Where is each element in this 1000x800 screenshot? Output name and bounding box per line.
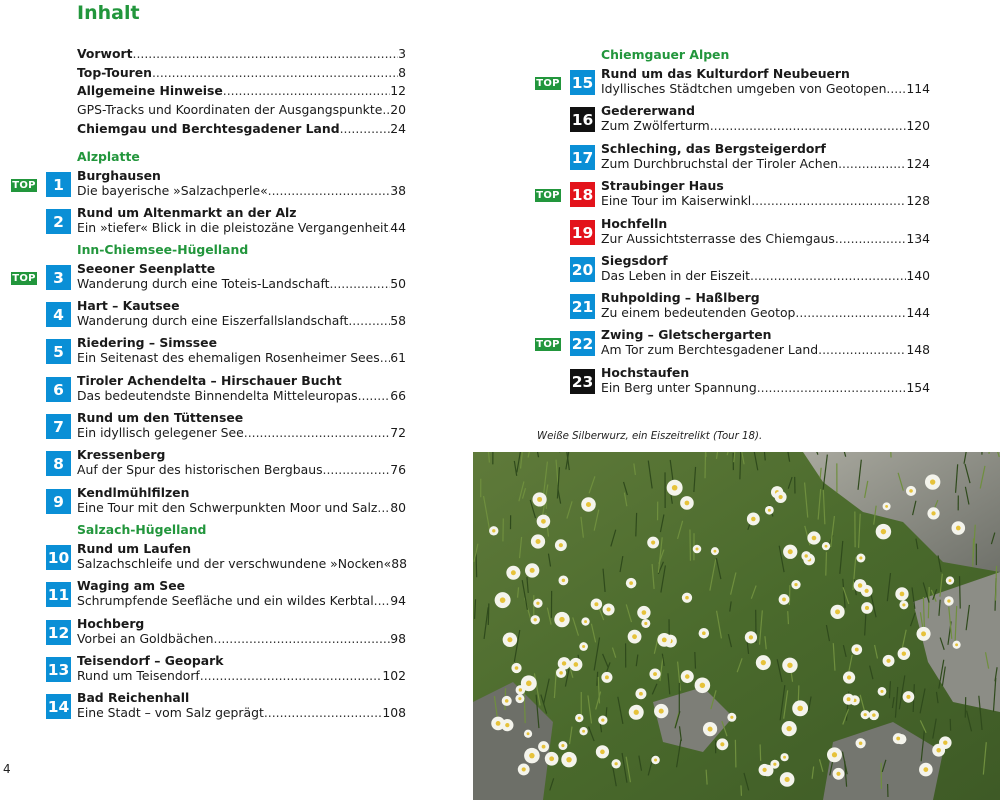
section-heading-alzplatte: Alzplatte xyxy=(77,149,140,164)
tour-title: Rund um den Tüttensee xyxy=(77,410,244,425)
tour-page: 66 xyxy=(390,388,406,403)
tour-number-badge: 21 xyxy=(570,294,595,319)
tour-page: 72 xyxy=(390,425,406,440)
tour-subtitle: Zu einem bedeutenden Geotop xyxy=(601,305,796,320)
tour-title: Tiroler Achendelta – Hirschauer Bucht xyxy=(77,373,342,388)
tour-number-badge: 5 xyxy=(46,339,71,364)
toc-entry-chiemgau[interactable] xyxy=(77,120,406,138)
tour-page: 102 xyxy=(382,668,406,683)
tour-subtitle: Rund um Teisendorf xyxy=(77,668,200,683)
tour-number-badge: 18 xyxy=(570,182,595,207)
tour-entry-14[interactable] xyxy=(46,690,406,727)
tour-subtitle-line xyxy=(77,556,406,572)
toc-entry-title: GPS-Tracks und Koordinaten der Ausgangspunkte xyxy=(77,102,383,117)
tour-subtitle-line xyxy=(601,380,930,396)
tour-subtitle-line xyxy=(77,220,406,236)
tour-page: 98 xyxy=(390,631,406,646)
flower-photo-illustration xyxy=(473,452,1000,800)
toc-entry-top-touren[interactable] xyxy=(77,64,406,82)
tour-subtitle-line xyxy=(601,156,930,172)
photo-caption: Weiße Silberwurz, ein Eiszeitrelikt (Tour 18). xyxy=(537,431,763,442)
tour-number-badge: 15 xyxy=(570,70,595,95)
tour-title: Bad Reichenhall xyxy=(77,690,190,705)
section-heading-salzach: Salzach-Hügelland xyxy=(77,522,207,537)
tour-entry-13[interactable] xyxy=(46,653,406,690)
tour-page: 144 xyxy=(906,305,930,320)
tour-subtitle: Idyllisches Städtchen umgeben von Geotopen xyxy=(601,81,887,96)
tour-subtitle-line xyxy=(77,705,406,721)
tour-subtitle-line xyxy=(77,631,406,647)
tour-number-badge: 19 xyxy=(570,220,595,245)
tour-title: Siegsdorf xyxy=(601,253,668,268)
tour-number-badge: 23 xyxy=(570,369,595,394)
tour-subtitle-line xyxy=(77,313,406,329)
tour-subtitle-line xyxy=(77,276,406,292)
tour-subtitle: Ein Berg unter Spannung xyxy=(601,380,757,395)
page-number: 4 xyxy=(3,762,11,776)
tour-number-badge: 20 xyxy=(570,257,595,282)
top-badge: TOP xyxy=(12,180,36,191)
tour-entry-6[interactable] xyxy=(46,373,406,410)
photo-silberwurz xyxy=(473,452,1000,800)
tour-title: Rund um das Kulturdorf Neubeuern xyxy=(601,66,850,81)
tour-number-badge: 4 xyxy=(46,302,71,327)
tour-entry-18[interactable] xyxy=(536,178,930,215)
tour-subtitle: Vorbei an Goldbächen xyxy=(77,631,214,646)
top-badge: TOP xyxy=(12,273,36,284)
tour-entry-10[interactable] xyxy=(46,541,407,578)
tour-title: Zwing – Gletschergarten xyxy=(601,327,772,342)
tour-entry-3[interactable] xyxy=(12,261,406,298)
tour-number-badge: 13 xyxy=(46,657,71,682)
tour-number-badge: 8 xyxy=(46,451,71,476)
tour-page: 61 xyxy=(390,350,406,365)
tour-subtitle-line xyxy=(77,593,406,609)
tour-entry-1[interactable] xyxy=(12,168,406,205)
tour-entry-21[interactable] xyxy=(570,290,930,327)
tour-subtitle-line xyxy=(77,388,406,404)
tour-title: Gedererwand xyxy=(601,103,695,118)
tour-subtitle: Ein »tiefer« Blick in die pleistozäne Vergangenheit xyxy=(77,220,389,235)
tour-entry-15[interactable] xyxy=(536,66,930,103)
tour-number-badge: 11 xyxy=(46,582,71,607)
tour-page: 94 xyxy=(390,593,406,608)
tour-title: Ruhpolding – Haßlberg xyxy=(601,290,760,305)
toc-entry-page: 8 xyxy=(398,65,406,80)
tour-title: Schleching, das Bergsteigerdorf xyxy=(601,141,826,156)
tour-title: Burghausen xyxy=(77,168,161,183)
tour-title: Rund um Laufen xyxy=(77,541,192,556)
tour-number-badge: 3 xyxy=(46,265,71,290)
tour-subtitle-line xyxy=(77,500,406,516)
tour-number-badge: 7 xyxy=(46,414,71,439)
tour-title: Seeoner Seenplatte xyxy=(77,261,216,276)
tour-subtitle: Wanderung durch eine Toteis-Landschaft xyxy=(77,276,330,291)
tour-subtitle: Die bayerische »Salzachperle« xyxy=(77,183,268,198)
tour-subtitle: Zum Zwölferturm xyxy=(601,118,710,133)
top-badge: TOP xyxy=(536,339,560,350)
tour-subtitle: Das Leben in der Eiszeit xyxy=(601,268,751,283)
tour-entry-22[interactable] xyxy=(536,327,930,364)
tour-title: Hochstaufen xyxy=(601,365,690,380)
tour-entry-8[interactable] xyxy=(46,447,406,484)
tour-subtitle-line xyxy=(77,462,406,478)
tour-page: 108 xyxy=(382,705,406,720)
toc-entry-page: 20 xyxy=(390,102,406,117)
tour-subtitle: Eine Stadt – vom Salz geprägt xyxy=(77,705,264,720)
tour-entry-20[interactable] xyxy=(570,253,930,290)
tour-title: Kendlmühlfilzen xyxy=(77,485,190,500)
toc-entry-page: 3 xyxy=(398,46,406,61)
tour-page: 140 xyxy=(906,268,930,283)
tour-number-badge: 14 xyxy=(46,694,71,719)
top-badge: TOP xyxy=(536,78,560,89)
tour-subtitle: Eine Tour im Kaiserwinkl xyxy=(601,193,752,208)
tour-subtitle-line xyxy=(77,350,406,366)
tour-page: 44 xyxy=(390,220,406,235)
toc-entry-title: Allgemeine Hinweise xyxy=(77,83,223,98)
tour-subtitle-line xyxy=(77,425,406,441)
tour-page: 114 xyxy=(906,81,930,96)
tour-entry-23[interactable] xyxy=(570,365,930,402)
tour-number-badge: 17 xyxy=(570,145,595,170)
tour-entry-17[interactable] xyxy=(570,141,930,178)
tour-title: Kressenberg xyxy=(77,447,166,462)
tour-number-badge: 12 xyxy=(46,620,71,645)
tour-page: 80 xyxy=(390,500,406,515)
tour-subtitle: Das bedeutendste Binnendelta Mitteleuropas xyxy=(77,388,358,403)
toc-entry-page: 12 xyxy=(390,83,406,98)
tour-subtitle-line xyxy=(601,305,930,321)
toc-entry-page: 24 xyxy=(390,121,406,136)
tour-title: Hochberg xyxy=(77,616,145,631)
tour-title: Rund um Altenmarkt an der Alz xyxy=(77,205,297,220)
tour-page: 58 xyxy=(390,313,406,328)
tour-entry-2[interactable] xyxy=(46,205,406,242)
tour-entry-12[interactable] xyxy=(46,616,406,653)
tour-page: 154 xyxy=(906,380,930,395)
toc-entry-gps-tracks[interactable] xyxy=(77,101,406,119)
toc-entry-allgemeine-hinweise[interactable] xyxy=(77,82,406,100)
tour-subtitle: Zur Aussichtsterrasse des Chiemgaus xyxy=(601,231,835,246)
tour-page: 76 xyxy=(390,462,406,477)
tour-subtitle: Ein Seitenast des ehemaligen Rosenheimer Sees xyxy=(77,350,380,365)
section-heading-chiemgauer-alpen: Chiemgauer Alpen xyxy=(601,47,730,62)
page-title: Inhalt xyxy=(77,2,140,24)
tour-entry-4[interactable] xyxy=(46,298,406,335)
tour-entry-16[interactable] xyxy=(570,103,930,140)
tour-subtitle-line xyxy=(601,193,930,209)
tour-subtitle: Am Tor zum Berchtesgadener Land xyxy=(601,342,819,357)
tour-title: Hochfelln xyxy=(601,216,668,231)
tour-page: 38 xyxy=(390,183,406,198)
tour-title: Waging am See xyxy=(77,578,186,593)
tour-number-badge: 16 xyxy=(570,107,595,132)
tour-subtitle: Ein idyllisch gelegener See xyxy=(77,425,244,440)
tour-number-badge: 22 xyxy=(570,331,595,356)
tour-subtitle-line xyxy=(601,81,930,97)
tour-page: 134 xyxy=(906,231,930,246)
tour-subtitle: Eine Tour mit den Schwerpunkten Moor und Salz xyxy=(77,500,378,515)
tour-entry-19[interactable] xyxy=(570,216,930,253)
tour-title: Hart – Kautsee xyxy=(77,298,180,313)
tour-subtitle: Zum Durchbruchstal der Tiroler Achen xyxy=(601,156,839,171)
tour-subtitle-line xyxy=(77,668,406,684)
tour-title: Teisendorf – Geopark xyxy=(77,653,224,668)
tour-subtitle-line xyxy=(601,231,930,247)
top-badge: TOP xyxy=(536,190,560,201)
tour-subtitle-line xyxy=(601,342,930,358)
tour-page: 88 xyxy=(391,556,407,571)
tour-subtitle-line xyxy=(601,268,930,284)
tour-entry-5[interactable] xyxy=(46,335,406,372)
tour-number-badge: 2 xyxy=(46,209,71,234)
tour-number-badge: 1 xyxy=(46,172,71,197)
toc-entry-title: Top-Touren xyxy=(77,65,152,80)
tour-entry-11[interactable] xyxy=(46,578,406,615)
tour-page: 50 xyxy=(390,276,406,291)
tour-page: 120 xyxy=(906,118,930,133)
tour-number-badge: 10 xyxy=(46,545,71,570)
tour-subtitle-line xyxy=(77,183,406,199)
tour-subtitle: Auf der Spur des historischen Bergbaus xyxy=(77,462,323,477)
tour-page: 128 xyxy=(906,193,930,208)
toc-entry-title: Chiemgau und Berchtesgadener Land xyxy=(77,121,340,136)
tour-title: Riedering – Simssee xyxy=(77,335,217,350)
toc-entry-title: Vorwort xyxy=(77,46,133,61)
tour-page: 148 xyxy=(906,342,930,357)
tour-subtitle-line xyxy=(601,118,930,134)
tour-entry-9[interactable] xyxy=(46,485,406,522)
tour-subtitle: Schrumpfende Seefläche und ein wildes Kerbtal xyxy=(77,593,374,608)
tour-entry-7[interactable] xyxy=(46,410,406,447)
tour-title: Straubinger Haus xyxy=(601,178,724,193)
tour-page: 124 xyxy=(906,156,930,171)
tour-subtitle: Wanderung durch eine Eiszerfallslandschaft xyxy=(77,313,349,328)
toc-entry-vorwort[interactable] xyxy=(77,45,406,63)
tour-number-badge: 6 xyxy=(46,377,71,402)
tour-number-badge: 9 xyxy=(46,489,71,514)
section-heading-inn-chiemsee: Inn-Chiemsee-Hügelland xyxy=(77,242,249,257)
tour-subtitle: Salzachschleife und der verschwundene »Nocken« xyxy=(77,556,392,571)
